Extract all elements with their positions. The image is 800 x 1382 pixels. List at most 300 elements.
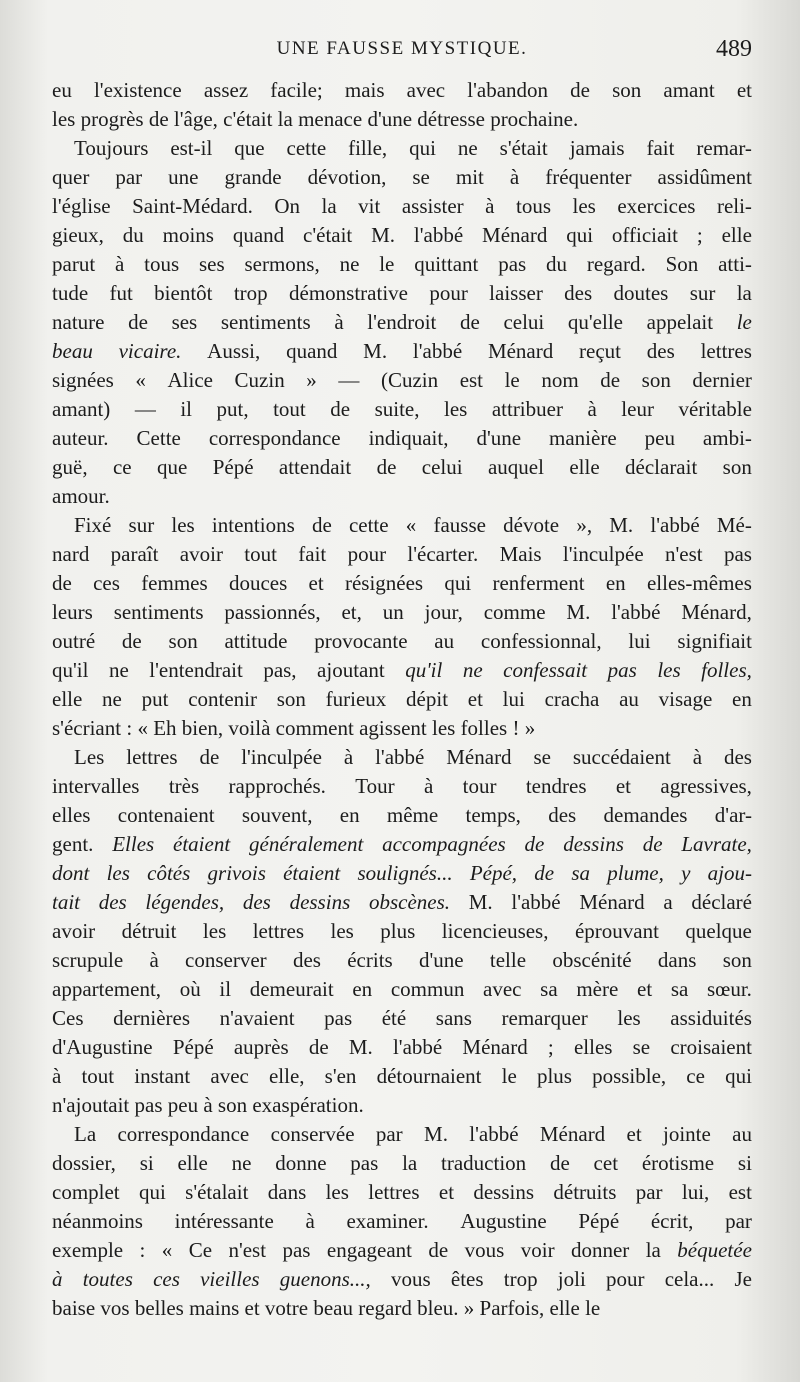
word: « [137,716,148,740]
word: auteur. [52,426,109,450]
word: écrit, [650,1209,694,1233]
word: Mais [499,542,542,566]
word: assiduités [670,1006,752,1030]
word: avec [210,1064,249,1088]
word: M. [424,1122,448,1146]
word: elle, [268,1064,305,1088]
word: à [423,774,434,798]
word: regard. [586,252,646,276]
word: d'une [419,948,464,972]
word: mère [576,977,619,1001]
word: à [114,252,125,276]
word: ne [462,658,483,682]
word: Augustine [460,1209,547,1233]
word: comme [483,600,546,624]
word: par [115,165,143,189]
word: belles [134,1296,184,1320]
word: conservée [270,1122,355,1146]
word: ne [339,252,360,276]
word: pas [498,252,527,276]
word: sermons, [244,252,320,276]
word: n'est [228,1238,267,1262]
word: est [459,368,484,392]
word: « [161,1238,173,1262]
word: lui [628,629,651,653]
word: ambi- [702,426,752,450]
word: c'était [223,107,273,131]
word: des [242,890,271,914]
word: cette [286,136,327,160]
word: et [615,774,632,798]
word: lui, [681,1180,710,1204]
word: les [431,716,456,740]
word: tout [81,1064,115,1088]
word: croisaient [670,1035,752,1059]
word: de [308,1035,329,1059]
word: lettres [126,745,178,769]
word: de [460,310,480,334]
word: Aussi, [207,339,261,363]
word: dossier, [52,1151,116,1175]
word: grivois [207,861,266,885]
word: pour [606,1267,645,1291]
running-head [52,36,752,72]
word: de [600,368,621,392]
word: des [646,339,675,363]
word: contenaient [117,803,215,827]
word: Ménard [579,890,645,914]
word: Tour [355,774,395,798]
text-line [52,76,752,105]
word: et [736,78,752,102]
word: renferment [492,571,585,595]
word: les [617,1006,641,1030]
word: détresse [417,107,485,131]
text-line [52,1236,752,1265]
word: êtes [450,1267,484,1291]
word: appelait [646,310,714,334]
word: ce [112,455,132,479]
word: plus [380,919,416,943]
word: par [375,1122,403,1146]
word: étaient [173,832,231,856]
word: dépit [406,687,449,711]
word: l'abbé [469,1122,519,1146]
word: la [402,1151,418,1175]
word: déclarait [625,455,698,479]
word: la [736,281,752,305]
word: complet [52,1180,120,1204]
word: comment [275,716,354,740]
text-line [52,482,752,511]
word: eu [52,78,72,102]
text-line [52,1004,752,1033]
text-line [52,134,752,163]
word: douces [228,571,288,595]
word: Son [665,252,699,276]
word: que [156,455,188,479]
word: ajou- [707,861,752,885]
word: dernier [692,368,752,392]
word: de [642,832,663,856]
word: à [149,948,159,972]
word: ses [171,310,198,334]
word: l'âge, [173,107,218,131]
word: M. [363,339,388,363]
text-line [52,1149,752,1178]
word: un [382,600,404,624]
word: cet [593,1151,619,1175]
word: baise [52,1296,96,1320]
word: lettres [700,339,752,363]
word: n'ajoutait [52,1093,130,1117]
word: l'abbé [650,513,700,537]
word: On [274,194,301,218]
word: pas [350,1151,379,1175]
word: n'avaient [219,1006,295,1030]
word: à [334,310,344,334]
word: : [139,1238,146,1262]
word: des [292,948,321,972]
word: dessins [563,832,624,856]
word: — [338,368,360,392]
word: en [732,687,752,711]
text-line [52,1062,752,1091]
word: reli- [716,194,752,218]
word: guë, [52,455,88,479]
word: de [524,832,545,856]
word: les [572,194,596,218]
word: des [723,745,752,769]
word: scrupule [52,948,124,972]
word: Mé- [716,513,752,537]
word: remarquer [501,1006,588,1030]
word: Saint-Médard. [132,194,253,218]
text-line [52,801,752,830]
word: à [692,745,703,769]
word: engageant [326,1238,412,1262]
word: moins [162,223,214,247]
word: sentiments [220,310,311,334]
word: la [321,194,337,218]
word: qu'elle [567,310,623,334]
word: l'inculpée [241,745,322,769]
word: dans [267,1180,307,1204]
word: examiner. [346,1209,429,1233]
word: tout [273,397,306,421]
text-line [52,772,752,801]
word: et [637,977,653,1001]
word: Cette [136,426,181,450]
word: indiquait, [368,426,449,450]
word: folles [460,716,508,740]
word: et [438,1180,455,1204]
word: appartement, [52,977,162,1001]
word: assidûment [657,165,752,189]
word: furieux [325,687,387,711]
word: résignées [344,571,424,595]
word: ! [512,716,520,740]
word: voilà [228,716,271,740]
word: détournaient [376,1064,482,1088]
word: sentiments [113,600,204,624]
word: celui [503,310,545,334]
word: temps, [465,803,521,827]
word: ajoutant [317,658,385,682]
word: l'abbé [511,890,561,914]
word: avoir [179,542,223,566]
word: pas [134,1093,163,1117]
word: quer [52,165,90,189]
word: même [386,803,439,827]
word: son [641,368,671,392]
word: votre [264,1296,309,1320]
word: l'entendrait [149,658,243,682]
word: signées [52,368,114,392]
word: menace [298,107,363,131]
word: agissent [359,716,427,740]
word: été [381,1006,407,1030]
word: attitude [224,629,288,653]
word: amant [663,78,715,102]
word: l'endroit [367,310,437,334]
word: sœur. [707,977,752,1001]
word: jamais [569,136,625,160]
word: s'en [324,1064,357,1088]
word: des [564,281,593,305]
word: auquel [487,455,544,479]
word: ; [696,223,703,247]
word: cracha [544,687,600,711]
word: de [428,1238,449,1262]
text-line [52,975,752,1004]
word: déclaré [691,890,752,914]
word: du [546,252,568,276]
word: mains [189,1296,240,1320]
word: éprouvant [574,919,659,943]
word: le [501,1064,517,1088]
word: à [509,165,520,189]
word: si [139,1151,154,1175]
word: peu [167,1093,199,1117]
word: qui [566,223,594,247]
word: et [244,1296,260,1320]
word: cela... [664,1267,715,1291]
word: exemple [52,1238,124,1262]
word: nard [52,542,90,566]
word: accompagnées [382,832,506,856]
word: cette [348,513,389,537]
text-line [52,685,752,714]
word: progrès [80,107,144,131]
word: gieux, [52,223,104,247]
word: très [168,774,200,798]
word: dévote [503,513,560,537]
word: Fixé [74,513,112,537]
word: dévotion, [307,165,387,189]
word: le [504,368,520,392]
text-line [52,1178,752,1207]
word: parut [52,252,96,276]
word: regard [358,1296,412,1320]
word: le [379,252,395,276]
word: beau [313,1296,353,1320]
word: son [612,78,642,102]
word: qui [409,136,436,160]
word: quittant [414,252,479,276]
word: demandes [603,803,688,827]
word: qui [725,1064,752,1088]
word: fréquenter [545,165,632,189]
word: fut [109,281,133,305]
text-line [52,105,752,134]
word: qu'il [52,658,89,682]
word: son [217,1093,248,1117]
word: elle [721,223,752,247]
word: béquetée [677,1238,752,1262]
word: Eh [153,716,177,740]
word: agressives, [660,774,752,798]
word: intervalles [52,774,140,798]
word: « [135,368,146,392]
word: pas [723,542,752,566]
word: amant) [52,397,111,421]
word: l'abbé [392,1035,443,1059]
word: les [171,513,195,537]
word: vit [358,194,381,218]
word: atti- [718,252,752,276]
word: l'écarter. [407,542,479,566]
word: l'abbé [375,745,425,769]
word: officiait [611,223,679,247]
word: son [168,629,198,653]
word: des [98,890,127,914]
word: exercices [617,194,696,218]
word: commun [390,977,465,1001]
word: dans [657,948,697,972]
word: quand [232,223,285,247]
word: correspondance [117,1122,250,1146]
word: contenir [188,687,257,711]
word: dessins [473,1180,535,1204]
word: s'était [499,136,548,160]
word: Ménard [482,223,548,247]
word: plume, [607,861,664,885]
word: ; [547,1035,554,1059]
word: sa [670,977,689,1001]
word: qu'il [405,658,443,682]
word: n'est [664,542,703,566]
word: le [585,1296,601,1320]
word: attendait [278,455,352,479]
word: s'étalait [185,1180,249,1204]
word: Toujours [74,136,149,160]
word: sa [571,861,591,885]
word: vous [464,1238,505,1262]
word: ne [108,658,129,682]
text-line [52,163,752,192]
word: assez [203,78,249,102]
word: donne [275,1151,327,1175]
word: doutes [613,281,669,305]
word: de [148,107,169,131]
word: mit [455,165,484,189]
word: à [343,745,354,769]
word: visage [658,687,713,711]
word: son [722,455,752,479]
word: côtés [147,861,191,885]
word: peu [644,426,675,450]
word: M. [566,600,591,624]
word: de [311,513,332,537]
word: confessionnal, [480,629,602,653]
word: en [339,803,360,827]
text-line [52,917,752,946]
text-line [52,598,752,627]
word: joli [557,1267,586,1291]
word: outré [52,629,96,653]
word: de [570,78,590,102]
word: lettres [252,919,305,943]
word: sur [128,513,155,537]
word: vieilles [200,1267,260,1291]
text-line [52,743,752,772]
word: l'abandon [467,78,549,102]
word: et [467,687,483,711]
word: de [121,629,142,653]
word: les [657,658,681,682]
word: gent. [52,832,94,856]
word: fait [298,542,327,566]
word: conserver [185,948,267,972]
word: et, [341,600,362,624]
word: tous [516,194,552,218]
word: se [533,745,551,769]
word: se [412,165,430,189]
word: véritable [678,397,752,421]
word: l'abbé [611,600,661,624]
word: où [179,977,201,1001]
word: paraît [110,542,159,566]
word: intentions [211,513,295,537]
word: Ce [188,1238,213,1262]
word: facile; [270,78,323,102]
word: trop [233,281,268,305]
word: les [106,861,130,885]
word: obscènes. [368,890,451,914]
word: en [352,977,373,1001]
word: lui [502,687,525,711]
text-line [52,1207,752,1236]
word: jour, [424,600,463,624]
word: fausse [433,513,486,537]
word: s'écriant [52,716,122,740]
word: de [128,310,148,334]
text-line [52,1265,752,1294]
page-number: 489 [716,36,752,62]
word: Ménard [446,745,512,769]
text-line [52,859,752,888]
word: Elles [112,832,155,856]
word: Lavrate, [681,832,752,856]
word: Ménard [487,339,554,363]
word: donner [570,1238,630,1262]
word: elles [573,1035,613,1059]
word: étaient [283,861,341,885]
word: plus [536,1064,572,1088]
word: succédaient [572,745,671,769]
text-line [52,1294,752,1323]
